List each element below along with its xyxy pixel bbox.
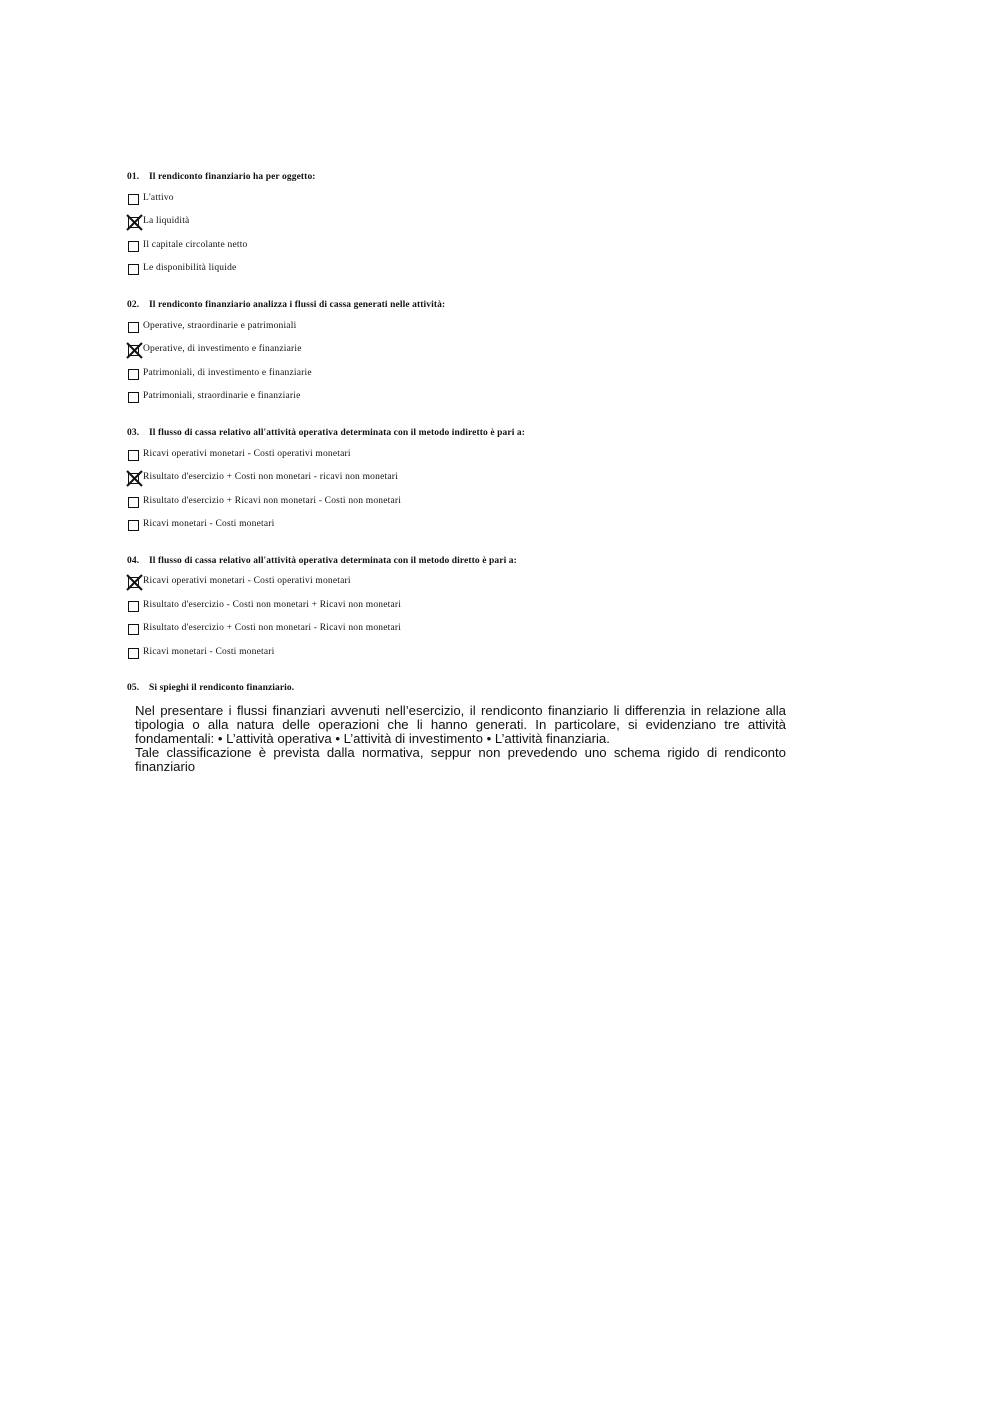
checkbox[interactable] bbox=[128, 322, 139, 333]
question-text: Il rendiconto finanziario ha per oggetto: bbox=[149, 172, 316, 182]
option-label: Ricavi operativi monetari - Costi operativi monetari bbox=[143, 449, 351, 459]
checkbox[interactable] bbox=[128, 392, 139, 403]
answer-paragraph: Tale classificazione è prevista dalla normativa, seppur non prevedendo uno schema rigido di rendiconto finanziario bbox=[135, 745, 786, 774]
question-text: Il flusso di cassa relativo all'attività operativa determinata con il metodo indiretto è pari a: bbox=[149, 428, 526, 438]
question-01-title bbox=[127, 172, 316, 182]
option-label: Operative, straordinarie e patrimoniali bbox=[143, 321, 297, 331]
question-number: 03. bbox=[127, 428, 140, 438]
option-label: Risultato d'esercizio + Costi non monetari - Ricavi non monetari bbox=[143, 623, 402, 633]
checkbox[interactable] bbox=[128, 241, 139, 252]
x-mark-icon bbox=[126, 214, 143, 231]
answer-text bbox=[135, 704, 786, 774]
checkbox[interactable] bbox=[128, 648, 139, 659]
checkbox[interactable] bbox=[128, 624, 139, 635]
question-number: 01. bbox=[127, 172, 140, 182]
checkbox[interactable] bbox=[128, 450, 139, 461]
option-label: Ricavi operativi monetari - Costi operativi monetari bbox=[143, 576, 351, 586]
option-label: Patrimoniali, straordinarie e finanziarie bbox=[143, 391, 301, 401]
checkbox[interactable] bbox=[128, 264, 139, 275]
checkbox[interactable] bbox=[128, 601, 139, 612]
option-label: L'attivo bbox=[143, 193, 174, 203]
checkbox[interactable] bbox=[128, 497, 139, 508]
option-label: Patrimoniali, di investimento e finanziarie bbox=[143, 368, 312, 378]
option-label: Le disponibilità liquide bbox=[143, 263, 237, 273]
question-text: Il rendiconto finanziario analizza i flussi di cassa generati nelle attività: bbox=[149, 300, 446, 310]
option-label: Ricavi monetari - Costi monetari bbox=[143, 519, 275, 529]
checkbox[interactable] bbox=[128, 369, 139, 380]
question-text: Si spieghi il rendiconto finanziario. bbox=[149, 683, 295, 693]
question-04-title bbox=[127, 556, 517, 566]
question-03-title bbox=[127, 428, 525, 438]
option-label: Operative, di investimento e finanziarie bbox=[143, 344, 302, 354]
question-text: Il flusso di cassa relativo all'attività operativa determinata con il metodo diretto è pari a: bbox=[149, 556, 517, 566]
x-mark-icon bbox=[126, 574, 143, 591]
question-number: 02. bbox=[127, 300, 140, 310]
option-label: La liquidità bbox=[143, 216, 190, 226]
option-label: Risultato d'esercizio - Costi non monetari + Ricavi non monetari bbox=[143, 600, 402, 610]
checkbox[interactable] bbox=[128, 520, 139, 531]
x-mark-icon bbox=[126, 342, 143, 359]
option-label: Il capitale circolante netto bbox=[143, 240, 248, 250]
question-number: 04. bbox=[127, 556, 140, 566]
question-number: 05. bbox=[127, 683, 140, 693]
checkbox[interactable] bbox=[128, 194, 139, 205]
option-label: Risultato d'esercizio + Ricavi non monetari - Costi non monetari bbox=[143, 496, 402, 506]
answer-paragraph: Nel presentare i flussi finanziari avvenuti nell’esercizio, il rendiconto finanziario li differenzia in relazione alla tipologia o alla natura delle operazioni che li hanno generati. In particolare, si evidenziano tre attività fondamentali: • L’attività operativa • L’attività di investimento • L’attività finanziaria. bbox=[135, 703, 786, 746]
question-02-title bbox=[127, 300, 445, 310]
option-label: Ricavi monetari - Costi monetari bbox=[143, 647, 275, 657]
question-05-title bbox=[127, 683, 294, 693]
x-mark-icon bbox=[126, 470, 143, 487]
option-label: Risultato d'esercizio + Costi non monetari - ricavi non monetari bbox=[143, 472, 398, 482]
